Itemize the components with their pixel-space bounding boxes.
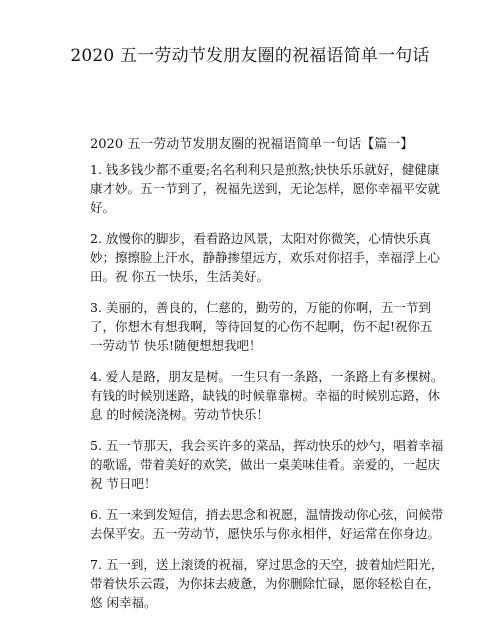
list-item: 6. 五一来到发短信，捎去思念和祝愿，温情拨动你心弦，问候带 去保平安。五一劳动节，愿快乐与你永相伴，好运常在你身边。 — [90, 507, 444, 541]
list-item: 3. 美丽的，善良的，仁慈的，勤劳的，万能的你啊，五一节到了，你想木有想我啊，等待回复的心伤不起啊，伤不起!祝你五一劳动节 快乐!随便想想我吧！ — [90, 300, 433, 353]
list-item: 7. 五一到，送上滚烫的祝福，穿过思念的天空，披着灿烂阳光， 带着快乐云霞，为你抹去疲惫，为你删除忙碌，愿你轻松自在，悠 闲幸福。 — [90, 557, 444, 610]
page-title: 2020 五一劳动节发朋友圈的祝福语简单一句话 — [70, 46, 430, 66]
list-item: 1. 钱多钱少都不重要;名名利利只是煎熬;快快乐乐就好，健健康 康才妙。五一节到了，祝福先送到，无论怎样，愿你幸福平安就好。 — [90, 162, 441, 215]
list-item: 5. 五一节那天，我会买许多的菜品，挥动快乐的炒勺，唱着幸福 的歌谣，带着美好的欢笑，做出一桌美味佳肴。亲爱的，一起庆祝 节日吧！ — [90, 438, 444, 491]
wish-list — [90, 160, 445, 624]
list-item: 4. 爱人是路，朋友是树。一生只有一条路，一条路上有多棵树。 有钱的时候别迷路，缺钱的时候靠靠树。幸福的时候别忘路，休息 的时候浇浇树。劳动节快乐！ — [90, 369, 444, 422]
section-heading: 2020 五一劳动节发朋友圈的祝福语简单一句话【篇一】 — [90, 137, 414, 152]
list-item: 2. 放慢你的脚步，看看路边风景，太阳对你微笑，心情快乐真妙；擦擦脸上汗水，静静掺望远方，欢乐对你招手，幸福浮上心田。祝 你五一快乐，生活美好。 — [90, 231, 441, 284]
